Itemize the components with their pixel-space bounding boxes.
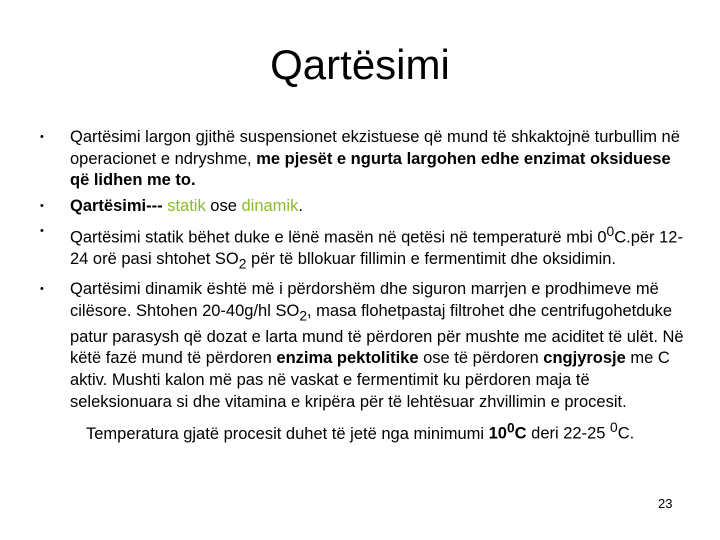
bullet-marker: • [40,199,44,212]
trailer-text: Temperatura gjatë procesit duhet të jetë nga minimumi [86,424,489,443]
bullet-3-text: C.për 12-24 orë pasi shtohet SO [70,228,683,269]
bullet-4-text: ose të përdoren [418,349,544,368]
trailer-bold-c: C [514,424,527,443]
bullet-4-bold: cngjyrosje [543,349,626,368]
bullet-4-text: , masa flohetpastaj filtrohet dhe centrifugohetduke patur parasysh që dozat e larta mund të përdoren për mushte me aciditet të ulët. Në këtë fazë mund të përdoren [70,301,684,368]
page-number: 23 [658,496,673,511]
term-static: statik [162,196,206,215]
bullet-marker: • [40,131,44,143]
bullet-3-text: Qartësimi statik bëhet duke e lënë masën në qetësi në temperaturë mbi 0 [70,228,607,247]
bullet-4-text: me C aktiv. Mushti kalon më pas në vaskat e fermentimit ku përdoren maja të seleksionuara si dhe vitamina e kripëra për të lehtësuar zhvillimin e procesit. [70,349,670,411]
bullet-1-bold: me pjesët e ngurta largohen edhe enzimat oksiduese që lidhen me to. [70,149,671,190]
term-dynamic: dinamik [236,196,299,215]
bullet-marker: • [40,225,44,238]
degree-sup: 0 [610,420,618,436]
bullet-4-text: Qartësimi dinamik është më i përdorshëm dhe siguron marrjen e prodhimeve më cilësore. Shtohen 20-40g/hl SO [70,280,659,320]
bullet-item [40,221,690,275]
bullet-item [40,196,690,218]
trailer-text: deri 22-25 [526,424,611,443]
slide-title: Qartësimi [270,41,450,88]
so2-subscript: 2 [238,256,247,272]
bullet-3-text: për të bllokuar fillimin e fermentimit dhe oksidimin. [246,250,616,269]
degree-sup: 0 [606,224,615,240]
bullet-4-bold: enzima pektolitike [276,349,419,368]
trailer-text: C. [617,424,635,443]
bullet-2-end: . [298,196,303,215]
so2-subscript: 2 [299,308,307,324]
temperature-note [40,417,690,445]
bullet-2-bold: Qartësimi--- [70,196,163,215]
bullet-1-text: Qartësimi largon gjithë suspensionet ekzistuese që mund të shkaktojnë turbullim në operacionet e ndryshme, [70,128,680,168]
bullet-marker: • [40,283,44,296]
bullet-item [40,279,690,413]
bullet-2-connector: ose [205,196,237,215]
degree-sup: 0 [506,420,515,436]
trailer-bold-num: 10 [488,424,507,443]
slide-body [40,127,690,445]
bullet-item [40,127,690,192]
